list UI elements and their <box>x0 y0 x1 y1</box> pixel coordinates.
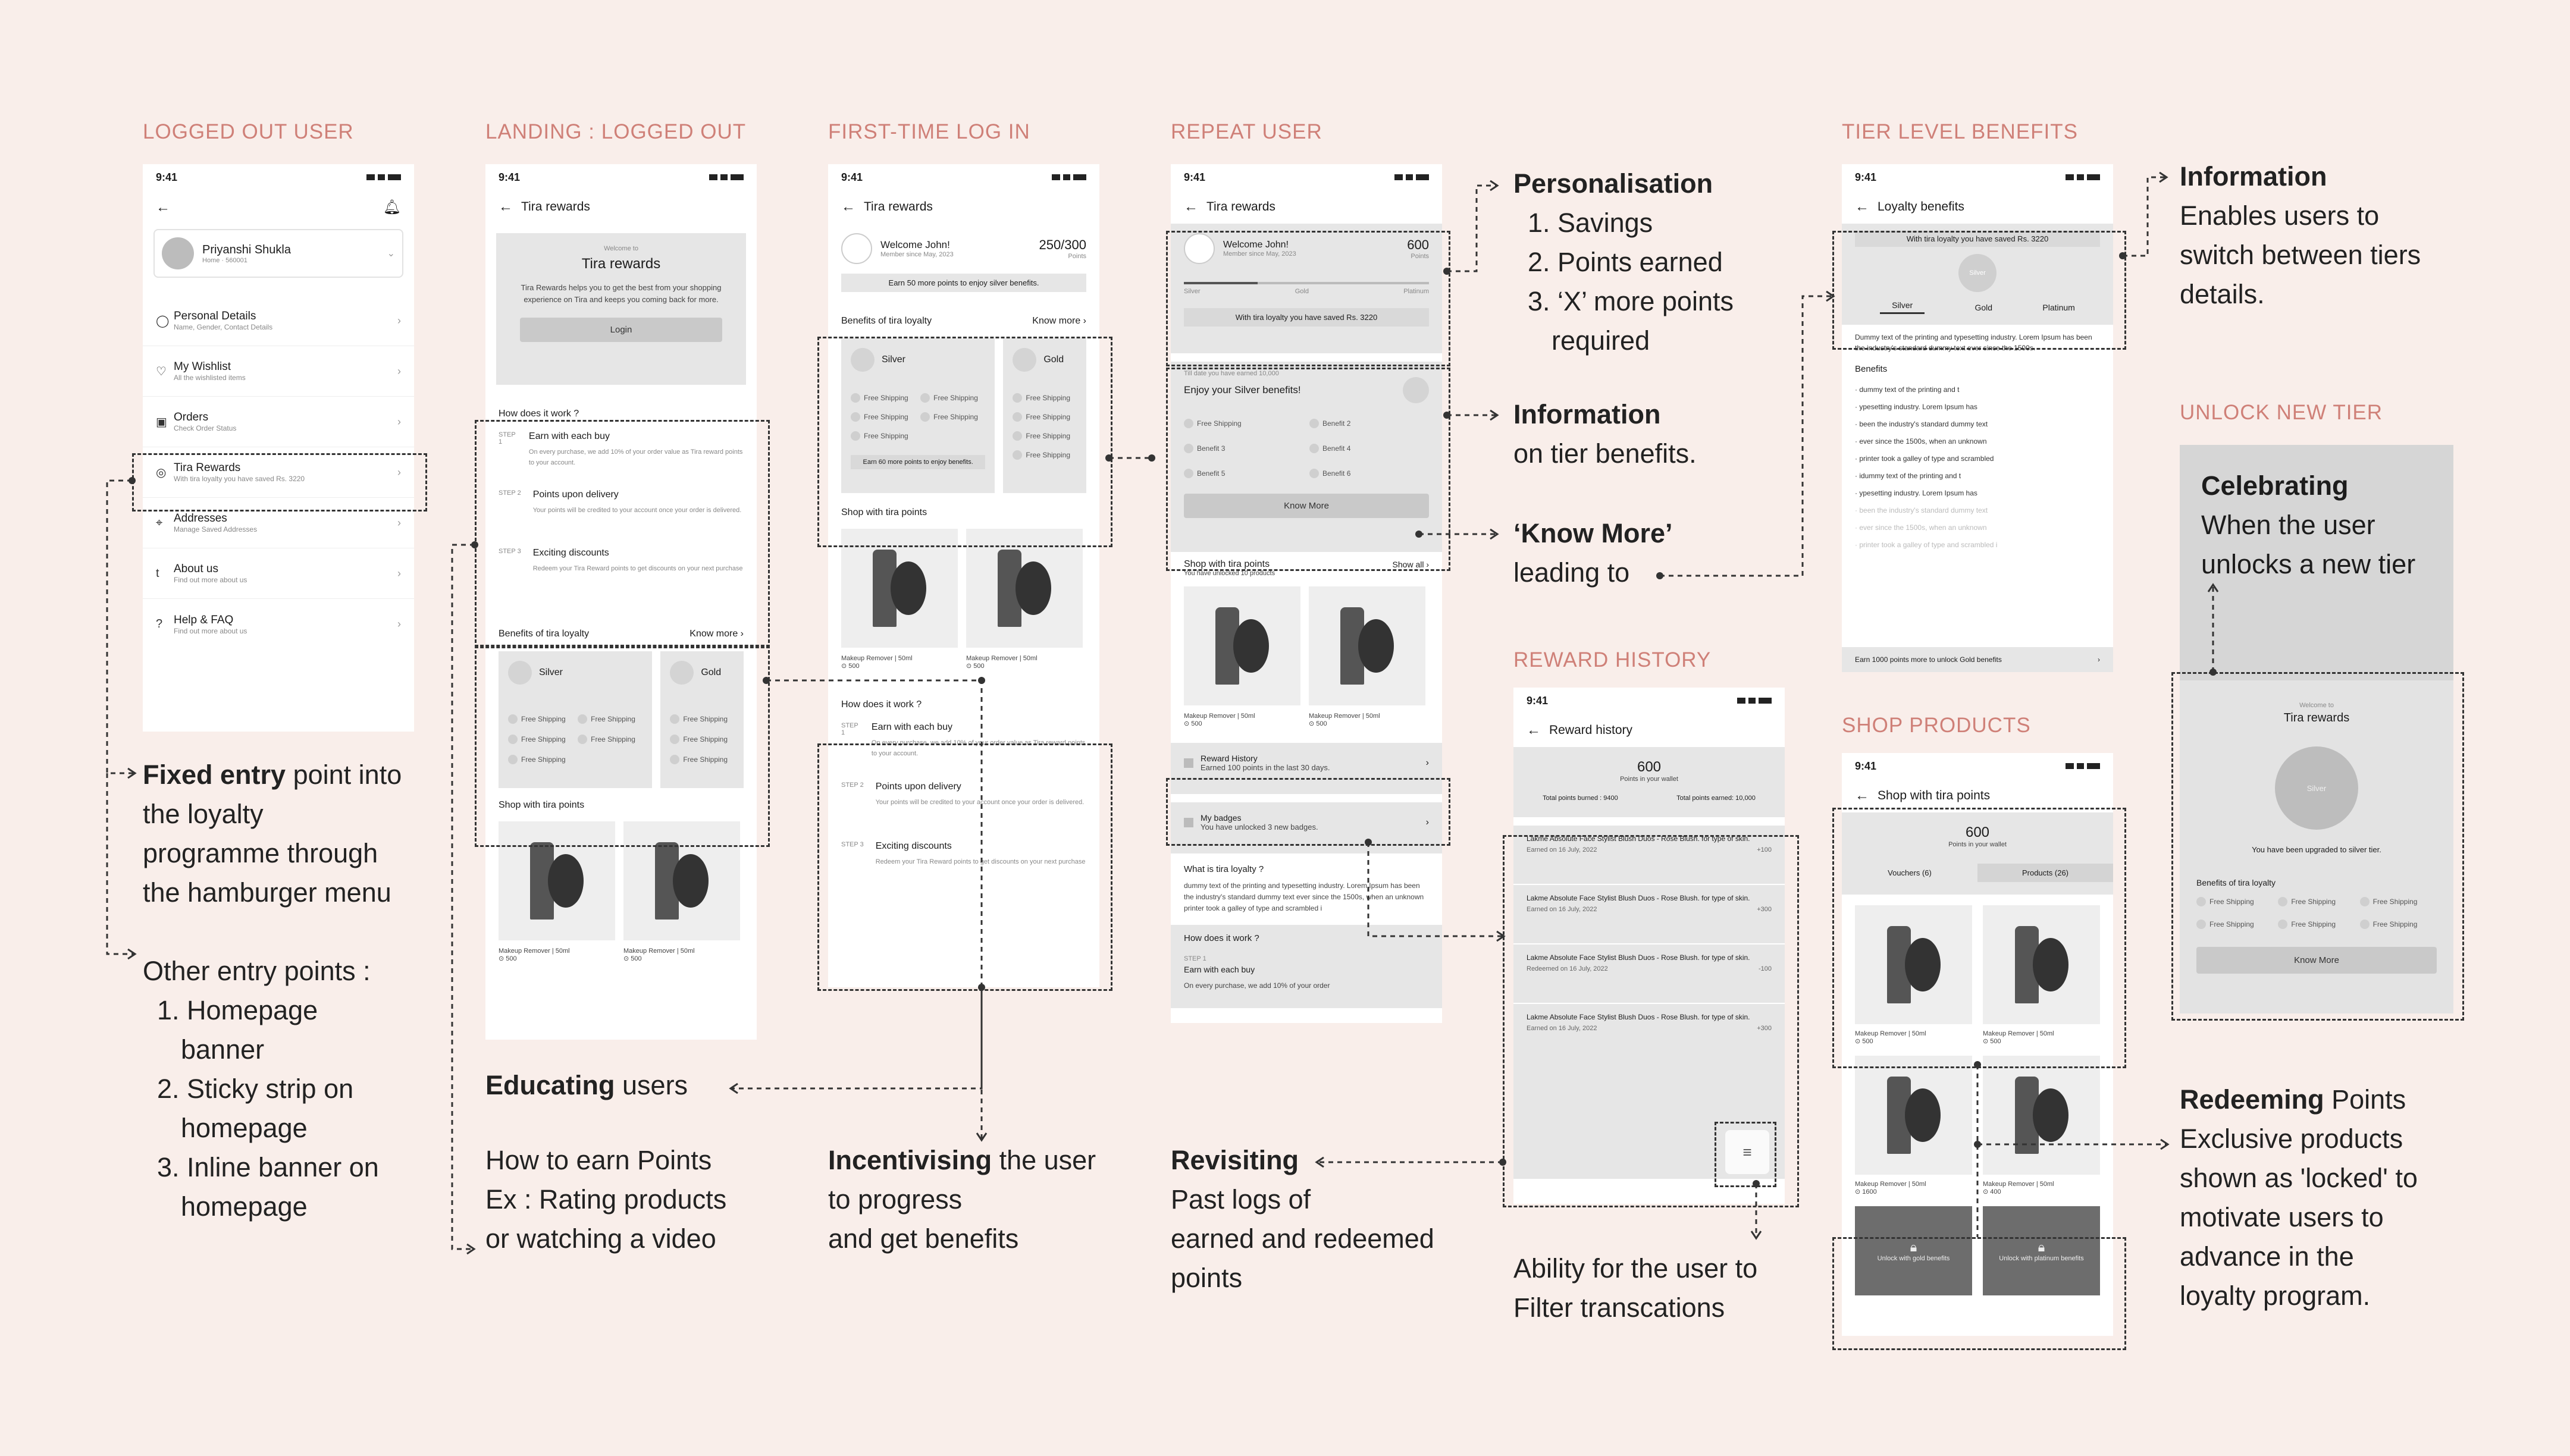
educating-bold: Educating <box>485 1070 615 1100</box>
other-item: 3. Inline banner on <box>157 1152 379 1182</box>
menu-sub: All the wishlisted items <box>174 374 246 382</box>
till-date: Till date you have earned 10,000 <box>1184 370 1279 377</box>
upgraded-text: You have been upgraded to silver tier. <box>2252 845 2381 854</box>
status-time: 9:41 <box>1855 171 1877 183</box>
saved-banner: With tira loyalty you have saved Rs. 3220 <box>1184 308 1429 327</box>
benefit-label: Free Shipping <box>1026 394 1071 402</box>
points-burned: Total points burned : 9400 <box>1543 795 1618 802</box>
benefits-title: Benefits of tira loyalty <box>841 316 932 326</box>
silver-badge: Silver <box>2275 746 2358 830</box>
menu-sub: Check Order Status <box>174 424 237 432</box>
product-points: ⊙ 500 <box>1184 720 1202 727</box>
welcome-desc: Tira Rewards helps you to get the best from your shopping experience on Tira and keeps you coming back for more. <box>521 283 722 304</box>
welcome-name: Welcome John! <box>1223 240 1289 250</box>
history-date: Earned on 16 July, 2022 <box>1527 846 1597 853</box>
history-product: Lakme Absolute Face Stylist Blush Duos - Rose Blush. for type of skin. <box>1527 953 1750 962</box>
benefit-label: Benefit 5 <box>1197 469 1226 478</box>
knowmore-line2: leading to <box>1513 557 1630 588</box>
step-title: Points upon delivery <box>532 489 619 500</box>
unlock-gold-text: Earn 1000 points more to unlock Gold benefits <box>1855 655 2002 664</box>
back-arrow-icon[interactable]: ← <box>156 199 170 215</box>
filter-line1: Ability for the user to <box>1513 1253 1758 1284</box>
section-title-first-login: FIRST-TIME LOG IN <box>828 120 1030 143</box>
step-title: Earn with each buy <box>528 431 610 441</box>
nav-title: Loyalty benefits <box>1878 200 1964 214</box>
product-points: ⊙ 500 <box>1983 1038 2001 1045</box>
wallet-label: Points in your wallet <box>1948 841 2007 848</box>
status-time: 9:41 <box>156 171 178 183</box>
reward-history-title: Reward History <box>1201 754 1258 763</box>
benefit-line: · ever since the 1500s, when an unknown <box>1855 523 1987 532</box>
step-title: Earn with each buy <box>1184 965 1255 974</box>
points-value: 250/300 <box>1039 237 1086 252</box>
menu-sub: With tira loyalty you have saved Rs. 3220 <box>174 475 305 483</box>
benefit-label: Benefit 4 <box>1322 444 1351 453</box>
step-title: Exciting discounts <box>532 548 609 558</box>
product-name: Makeup Remover | 50ml <box>1855 1181 1926 1188</box>
redeem-line6: loyalty program. <box>2180 1281 2371 1311</box>
incentivising-line2: to progress <box>828 1184 963 1215</box>
product-name: Makeup Remover | 50ml <box>1855 1030 1926 1037</box>
benefit-label: Free Shipping <box>2209 898 2254 906</box>
step-label: STEP 2 <box>499 489 521 497</box>
personal-item: required <box>1552 325 1650 356</box>
personal-bold: Personalisation <box>1513 168 1713 199</box>
back-arrow-icon[interactable]: ← <box>1855 787 1869 804</box>
info2-line4: details. <box>2180 279 2265 309</box>
history-product: Lakme Absolute Face Stylist Blush Duos - Rose Blush. for type of skin. <box>1527 894 1750 902</box>
saved-banner: With tira loyalty you have saved Rs. 3220 <box>1855 231 2100 247</box>
knowmore-bold: ‘Know More’ <box>1513 518 1673 548</box>
redeem-line5: advance in the <box>2180 1241 2354 1272</box>
benefit-label: Free Shipping <box>933 413 978 421</box>
menu-title: My Wishlist <box>174 360 231 373</box>
earn-more-silver: Earn 60 more points to enjoy benefits. <box>851 455 985 469</box>
points-label: Points <box>1411 253 1429 260</box>
status-time: 9:41 <box>841 171 863 183</box>
history-points: +300 <box>1757 1025 1772 1032</box>
history-product: Lakme Absolute Face Stylist Blush Duos - Rose Blush. for type of skin. <box>1527 1013 1750 1021</box>
step-label: STEP 3 <box>841 841 864 848</box>
locked-label: Unlock with gold benefits <box>1877 1255 1950 1262</box>
section-title-shop-products: SHOP PRODUCTS <box>1842 714 2031 737</box>
revisiting-line3: earned and redeemed <box>1171 1223 1434 1254</box>
tier-intro: Dummy text of the printing and typesetting industry. Lorem Ipsum has been the industry's standard dummy text ever since the 1500s. <box>1855 333 2092 352</box>
benefit-line: · ever since the 1500s, when an unknown <box>1855 437 1987 445</box>
benefit-label: Benefit 6 <box>1322 469 1351 478</box>
welcome-to: Welcome to <box>2299 702 2334 709</box>
what-is-title: What is tira loyalty ? <box>1184 864 1264 874</box>
step-desc: Redeem your Tira Reward points to get discounts on your next purchase <box>532 565 743 572</box>
chevron-right-icon: › <box>397 466 401 478</box>
benefit-label: Free Shipping <box>864 413 908 421</box>
reward-icon: ◎ <box>156 466 167 479</box>
product-points: ⊙ 1600 <box>1855 1188 1877 1195</box>
know-more-link[interactable]: Know more › <box>1032 316 1086 326</box>
menu-sub: Find out more about us <box>174 576 247 584</box>
menu-sub: Find out more about us <box>174 626 247 635</box>
product-name: Makeup Remover | 50ml <box>1983 1181 2054 1188</box>
tab-products[interactable]: Products (26) <box>1977 864 2113 882</box>
tier-name: Silver <box>882 354 906 365</box>
benefit-label: Free Shipping <box>2372 898 2418 906</box>
back-arrow-icon[interactable]: ← <box>1855 199 1869 215</box>
other-item: 1. Homepage <box>157 995 318 1025</box>
tab-gold[interactable]: Gold <box>1974 302 1993 312</box>
filter-line2: Filter transcations <box>1513 1292 1725 1323</box>
redeem-rest: Points <box>2324 1084 2406 1115</box>
benefit-label: Free Shipping <box>2209 920 2254 928</box>
benefit-line: · ypesetting industry. Lorem Ipsum has <box>1855 403 1977 411</box>
product-name: Makeup Remover | 50ml <box>1309 713 1380 720</box>
section-title-unlock-tier: UNLOCK NEW TIER <box>2180 401 2383 424</box>
silver-badge: Silver <box>1958 254 1997 292</box>
product-points: ⊙ 500 <box>1309 720 1327 727</box>
benefits-title: Benefits of tira loyalty <box>499 629 590 639</box>
product-points: ⊙ 500 <box>623 955 642 962</box>
incentivising-bold: Incentivising <box>828 1145 992 1175</box>
benefit-label: Free Shipping <box>591 715 635 723</box>
info-line2: on tier benefits. <box>1513 438 1697 469</box>
wallet-points: 600 <box>1965 824 1990 840</box>
how-title: How does it work ? <box>499 409 579 419</box>
tier-silver: Silver <box>1184 288 1201 295</box>
other-item: homepage <box>181 1191 308 1222</box>
step-label: STEP 1 <box>841 722 858 736</box>
badges-title: My badges <box>1201 813 1242 823</box>
wallet-label: Points in your wallet <box>1620 776 1678 783</box>
user-sub: Home · 560001 <box>202 256 247 264</box>
annotation-info-switch <box>2180 157 2421 314</box>
benefit-label: Benefit 2 <box>1322 419 1351 428</box>
annotation-filter <box>1513 1249 1757 1328</box>
show-all-link[interactable]: Show all › <box>1392 560 1429 569</box>
other-item: homepage <box>181 1113 308 1143</box>
chevron-right-icon: › <box>397 618 401 630</box>
product-points: ⊙ 500 <box>499 955 517 962</box>
section-title-logged-out: LOGGED OUT USER <box>143 120 354 143</box>
benefit-line: · been the industry's standard dummy text <box>1855 506 1988 514</box>
benefit-label: Benefit 3 <box>1197 444 1226 453</box>
benefit-label: Free Shipping <box>683 755 728 764</box>
menu-title: Orders <box>174 411 209 423</box>
enjoy-title: Enjoy your Silver benefits! <box>1184 384 1301 396</box>
chevron-down-icon: ⌄ <box>387 249 395 259</box>
tier-platinum: Platinum <box>1403 288 1429 295</box>
step-desc: On every purchase, we add 10% of your order value as Tira reward points to your account. <box>528 448 743 466</box>
benefit-line: · printer took a galley of type and scrambled <box>1855 454 1994 463</box>
benefits-heading: Benefits <box>1855 364 1888 374</box>
back-arrow-icon[interactable]: ← <box>499 199 513 215</box>
benefit-label: Free Shipping <box>521 735 566 743</box>
product-name: Makeup Remover | 50ml <box>1184 713 1255 720</box>
benefit-label: Free Shipping <box>683 735 728 743</box>
annotation-fixed-entry <box>143 755 402 912</box>
section-title-landing: LANDING : LOGGED OUT <box>485 120 747 143</box>
menu-title: Addresses <box>174 512 227 525</box>
info2-line2: Enables users to <box>2180 200 2380 231</box>
menu-title: About us <box>174 563 218 575</box>
welcome-name: Welcome John! <box>880 239 950 250</box>
member-since: Member since May, 2023 <box>1223 250 1296 258</box>
benefit-label: Free Shipping <box>1026 432 1071 440</box>
lock-icon: 🔒︎ <box>1910 1240 1917 1254</box>
nav-title: Shop with tira points <box>1878 789 1991 802</box>
section-title-reward-history: REWARD HISTORY <box>1513 648 1712 671</box>
celebrating-line1: When the user <box>2201 510 2375 540</box>
educating-rest: users <box>615 1070 688 1100</box>
status-time: 9:41 <box>1184 171 1206 183</box>
annotation-other-entry <box>143 952 379 1226</box>
tier-name: Gold <box>1043 354 1064 365</box>
product-points: ⊙ 400 <box>1983 1188 2001 1195</box>
history-date: Earned on 16 July, 2022 <box>1527 906 1597 913</box>
tab-platinum[interactable]: Platinum <box>2042 302 2075 312</box>
celebrating-line2: unlocks a new tier <box>2201 549 2416 579</box>
annotation-personalisation <box>1513 164 1734 360</box>
nav-title: Reward history <box>1549 723 1633 737</box>
wallet-points: 600 <box>1637 759 1662 775</box>
history-points: +300 <box>1757 906 1772 913</box>
fixed-line2: the loyalty <box>143 799 264 829</box>
tier-name: Gold <box>701 667 722 677</box>
t-logo-icon: t <box>156 566 159 580</box>
fixed-rest: point into <box>286 760 402 790</box>
shop-title: Shop with tira points <box>1184 559 1270 569</box>
chevron-right-icon: › <box>397 314 401 327</box>
celebrating-title: Celebrating <box>2201 470 2349 501</box>
filter-icon[interactable]: ≡ <box>1725 1130 1769 1174</box>
shop-title: Shop with tira points <box>499 800 585 810</box>
info2-line3: switch between tiers <box>2180 240 2421 270</box>
educating-line4: or watching a video <box>485 1223 716 1254</box>
user-name: Priyanshi Shukla <box>202 243 291 256</box>
personal-item: 3. ‘X’ more points <box>1528 286 1734 316</box>
earn-more-banner: Earn 50 more points to enjoy silver benefits. <box>841 274 1086 292</box>
benefit-line: · idummy text of the printing and t <box>1855 472 1961 480</box>
status-time: 9:41 <box>499 171 521 183</box>
history-product: Lakme Absolute Face Stylist Blush Duos - Rose Blush. for type of skin. <box>1527 834 1750 843</box>
how-title: How does it work ? <box>841 699 922 710</box>
product-points: ⊙ 500 <box>841 663 860 670</box>
annotation-incentivising <box>828 1141 1096 1259</box>
login-button[interactable]: Login <box>520 318 722 342</box>
product-points: ⊙ 500 <box>966 663 985 670</box>
benefit-line: · ypesetting industry. Lorem Ipsum has <box>1855 489 1977 497</box>
badges-sub: You have unlocked 3 new badges. <box>1201 823 1318 831</box>
bell-icon[interactable]: 🔔︎ <box>383 199 401 215</box>
step-title: Exciting discounts <box>875 841 952 851</box>
menu-title: Help & FAQ <box>174 613 234 626</box>
product-name: Makeup Remover | 50ml <box>966 655 1038 662</box>
redeem-line3: shown as 'locked' to <box>2180 1163 2418 1193</box>
chevron-right-icon: › <box>397 415 401 428</box>
revisiting-line4: points <box>1171 1263 1243 1293</box>
chevron-right-icon: › <box>1425 757 1429 768</box>
points-earned: Total points earned: 10,000 <box>1676 795 1756 802</box>
step-desc: On every purchase, we add 10% of your order <box>1184 981 1330 990</box>
personal-item: 2. Points earned <box>1528 247 1723 277</box>
know-more-button[interactable]: Know More <box>1184 494 1429 518</box>
benefit-line: · dummy text of the printing and t <box>1855 385 1960 394</box>
chevron-right-icon: › <box>397 516 401 529</box>
revisiting-bold: Revisiting <box>1171 1145 1299 1175</box>
tab-vouchers[interactable]: Vouchers (6) <box>1888 868 1932 877</box>
benefit-label: Free Shipping <box>683 715 728 723</box>
back-arrow-icon[interactable]: ← <box>841 199 855 215</box>
product-name: Makeup Remover | 50ml <box>499 947 570 955</box>
help-icon: ? <box>156 617 163 630</box>
personal-item: 1. Savings <box>1528 208 1653 238</box>
tier-gold: Gold <box>1295 288 1309 295</box>
annotation-info-tier <box>1513 395 1697 473</box>
incentivising-rest: the user <box>992 1145 1096 1175</box>
step-label: STEP 1 <box>499 431 516 445</box>
status-time: 9:41 <box>1855 760 1877 772</box>
redeem-line4: motivate users to <box>2180 1202 2384 1232</box>
other-title: Other entry points : <box>143 956 371 986</box>
annotation-redeeming <box>2180 1080 2418 1316</box>
unlocked-products: You have unlocked 10 products <box>1184 570 1275 577</box>
benefit-line: · been the industry's standard dummy text <box>1855 420 1988 428</box>
menu-sub: Name, Gender, Contact Details <box>174 323 273 331</box>
step-label: STEP 1 <box>1184 955 1206 962</box>
benefit-label: Free Shipping <box>933 394 978 402</box>
benefits-title: Benefits of tira loyalty <box>2196 878 2276 887</box>
welcome-to: Welcome to <box>604 245 638 252</box>
pin-icon: ⌖ <box>156 516 163 529</box>
menu-title: Personal Details <box>174 310 256 322</box>
know-more-button[interactable]: Know More <box>2196 947 2437 974</box>
shop-title: Shop with tira points <box>841 507 927 517</box>
back-arrow-icon[interactable]: ← <box>1527 722 1541 738</box>
history-points: -100 <box>1758 965 1772 972</box>
section-title-tier-benefits: TIER LEVEL BENEFITS <box>1842 120 2078 143</box>
benefit-label: Free Shipping <box>2372 920 2418 928</box>
heart-icon: ♡ <box>156 365 167 378</box>
nav-title: Tira rewards <box>864 200 933 214</box>
benefit-label: Free Shipping <box>521 715 566 723</box>
product-name: Makeup Remover | 50ml <box>623 947 695 955</box>
box-icon: ▣ <box>156 415 167 429</box>
info-bold: Information <box>1513 399 1661 429</box>
how-title: How does it work ? <box>1184 933 1259 943</box>
chevron-right-icon: › <box>2098 655 2100 664</box>
reward-history-sub: Earned 100 points in the last 30 days. <box>1201 763 1330 772</box>
benefit-label: Free Shipping <box>1026 413 1071 421</box>
status-time: 9:41 <box>1527 694 1549 707</box>
chevron-right-icon: › <box>397 567 401 579</box>
fixed-line4: the hamburger menu <box>143 877 391 908</box>
incentivising-line3: and get benefits <box>828 1223 1019 1254</box>
nav-title: Tira rewards <box>1206 200 1275 214</box>
step-desc: On every purchase, we add 10% of your order value as Tira reward points to your account. <box>871 739 1086 757</box>
tier-name: Silver <box>539 667 563 677</box>
know-more-link[interactable]: Know more › <box>689 629 744 639</box>
annotation-educating <box>485 1066 726 1259</box>
benefit-label: Free Shipping <box>864 432 908 440</box>
person-icon: ◯ <box>156 314 170 328</box>
step-desc: Redeem your Tira Reward points to get discounts on your next purchase <box>875 858 1086 865</box>
fixed-bold: Fixed entry <box>143 760 286 790</box>
step-label: STEP 3 <box>499 548 521 555</box>
section-title-repeat-user: REPEAT USER <box>1171 120 1322 143</box>
educating-line2: How to earn Points <box>485 1145 712 1175</box>
welcome-title: Tira rewards <box>2283 711 2350 724</box>
lock-icon: 🔒︎ <box>2038 1240 2045 1254</box>
revisiting-line2: Past logs of <box>1171 1184 1311 1215</box>
menu-title: Tira Rewards <box>174 462 241 474</box>
benefit-label: Free Shipping <box>1197 419 1242 428</box>
redeem-bold: Redeeming <box>2180 1084 2324 1115</box>
other-item: 2. Sticky strip on <box>157 1074 354 1104</box>
menu-sub: Manage Saved Addresses <box>174 525 258 534</box>
product-points: ⊙ 500 <box>1855 1038 1873 1045</box>
nav-title: Tira rewards <box>521 200 590 214</box>
annotation-know-more <box>1513 514 1673 592</box>
educating-line3: Ex : Rating products <box>485 1184 727 1215</box>
step-title: Points upon delivery <box>875 782 961 792</box>
info2-bold: Information <box>2180 161 2327 192</box>
locked-label: Unlock with platinum benefits <box>1999 1255 2084 1262</box>
benefit-label: Free Shipping <box>1026 451 1071 459</box>
what-is-desc: dummy text of the printing and typesetting industry. Lorem Ipsum has been the industry's standard dummy text ever since the 1500s, when an unknown printer took a galley of type and scrambled i <box>1184 881 1424 912</box>
product-name: Makeup Remover | 50ml <box>841 655 913 662</box>
tab-silver[interactable]: Silver <box>1880 300 1925 314</box>
chevron-right-icon: › <box>1425 817 1429 827</box>
step-title: Earn with each buy <box>871 722 952 732</box>
back-arrow-icon[interactable]: ← <box>1184 199 1198 215</box>
product-name: Makeup Remover | 50ml <box>1983 1030 2054 1037</box>
benefit-label: Free Shipping <box>2291 920 2336 928</box>
benefit-label: Free Shipping <box>521 755 566 764</box>
benefit-label: Free Shipping <box>591 735 635 743</box>
points-value: 600 <box>1407 237 1429 252</box>
history-points: +100 <box>1757 846 1772 853</box>
welcome-title: Tira rewards <box>581 256 661 272</box>
member-since: Member since May, 2023 <box>880 251 954 258</box>
redeem-line2: Exclusive products <box>2180 1124 2403 1154</box>
points-label: Points <box>1068 253 1086 260</box>
fixed-line3: programme through <box>143 838 378 868</box>
history-date: Redeemed on 16 July, 2022 <box>1527 965 1608 972</box>
other-item: banner <box>181 1034 265 1065</box>
chevron-right-icon: › <box>397 365 401 377</box>
annotation-revisiting <box>1171 1141 1434 1298</box>
benefit-label: Free Shipping <box>2291 898 2336 906</box>
benefit-label: Free Shipping <box>864 394 908 402</box>
step-label: STEP 2 <box>841 782 864 789</box>
step-desc: Your points will be credited to your account once your order is delivered. <box>532 507 742 514</box>
benefit-line: · printer took a galley of type and scrambled i <box>1855 541 1998 549</box>
history-date: Earned on 16 July, 2022 <box>1527 1025 1597 1032</box>
step-desc: Your points will be credited to your account once your order is delivered. <box>875 799 1085 806</box>
